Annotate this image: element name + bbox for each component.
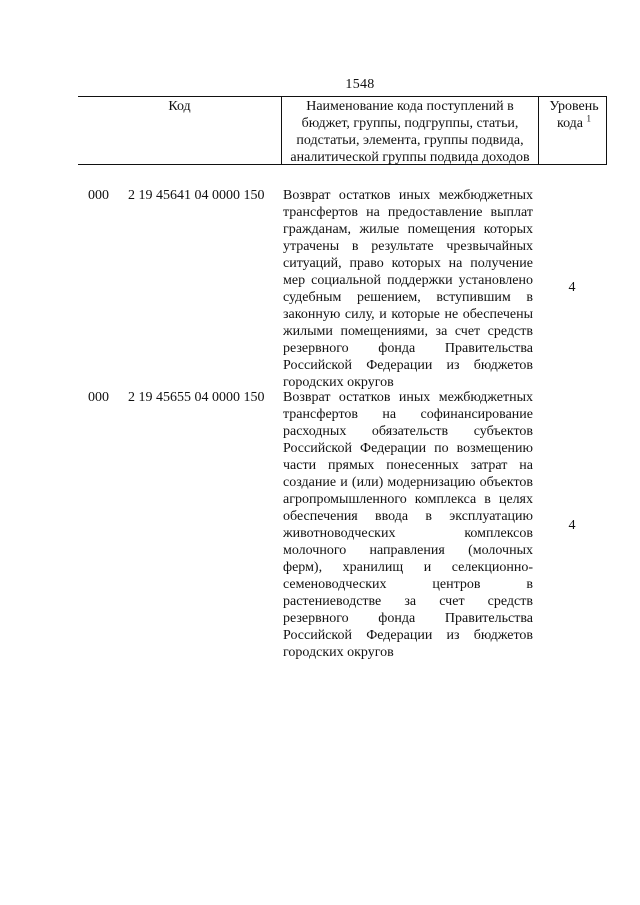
row-code: 2 19 45641 04 0000 150 xyxy=(128,188,265,203)
column-header-name-line: Наименование кода поступлений в xyxy=(306,99,514,114)
row-code-prefix: 000 xyxy=(88,390,109,405)
column-header-level-line xyxy=(540,115,608,132)
column-header-level xyxy=(540,98,608,132)
header-top-rule xyxy=(78,96,606,97)
column-header-name-line: бюджет, группы, подгруппы, статьи, xyxy=(301,116,519,131)
column-header-level-text: кода xyxy=(556,116,584,131)
row-description: Возврат остатков иных межбюджетных трансфертов на софинансирование расходных обязательств субъектов Российской Федерации по возмещению части прямых понесенных затрат на создание и (или) модернизацию объектов агропромышленного комплекса в целях обеспечения ввода в эксплуатацию животноводческих комплексов молочного направления (молочных ферм), хранилищ и селекционно-семеноводческих центров в растениеводстве за счет средств резервного фонда Правительства Российской Федерации из бюджетов городских округов xyxy=(283,390,533,660)
column-header-name-line: аналитической группы подвида доходов xyxy=(290,150,530,165)
row-code: 2 19 45655 04 0000 150 xyxy=(128,390,265,405)
header-divider xyxy=(538,96,539,165)
row-level: 4 xyxy=(568,280,576,295)
row-description: Возврат остатков иных межбюджетных трансфертов на предоставление выплат гражданам, жилые помещения которых утрачены в результате чрезвычайных ситуаций, право которых на получение мер социальной поддержки установлено судебным решением, вступившим в законную силу, и которые не обеспечены жилыми помещениями, за счет средств резервного фонда Правительства Российской Федерации из бюджетов городских округов xyxy=(283,188,533,390)
footnote-marker: 1 xyxy=(586,113,592,124)
table-header xyxy=(78,96,608,166)
row-code-prefix: 000 xyxy=(88,188,109,203)
row-level: 4 xyxy=(568,518,576,533)
column-header-name-line: подстатьи, элемента, группы подвида, xyxy=(296,133,524,148)
page-number: 1548 xyxy=(345,77,375,92)
column-header-code: Код xyxy=(168,99,191,114)
column-header-name xyxy=(282,98,538,166)
column-header-level-line: Уровень xyxy=(549,99,599,114)
